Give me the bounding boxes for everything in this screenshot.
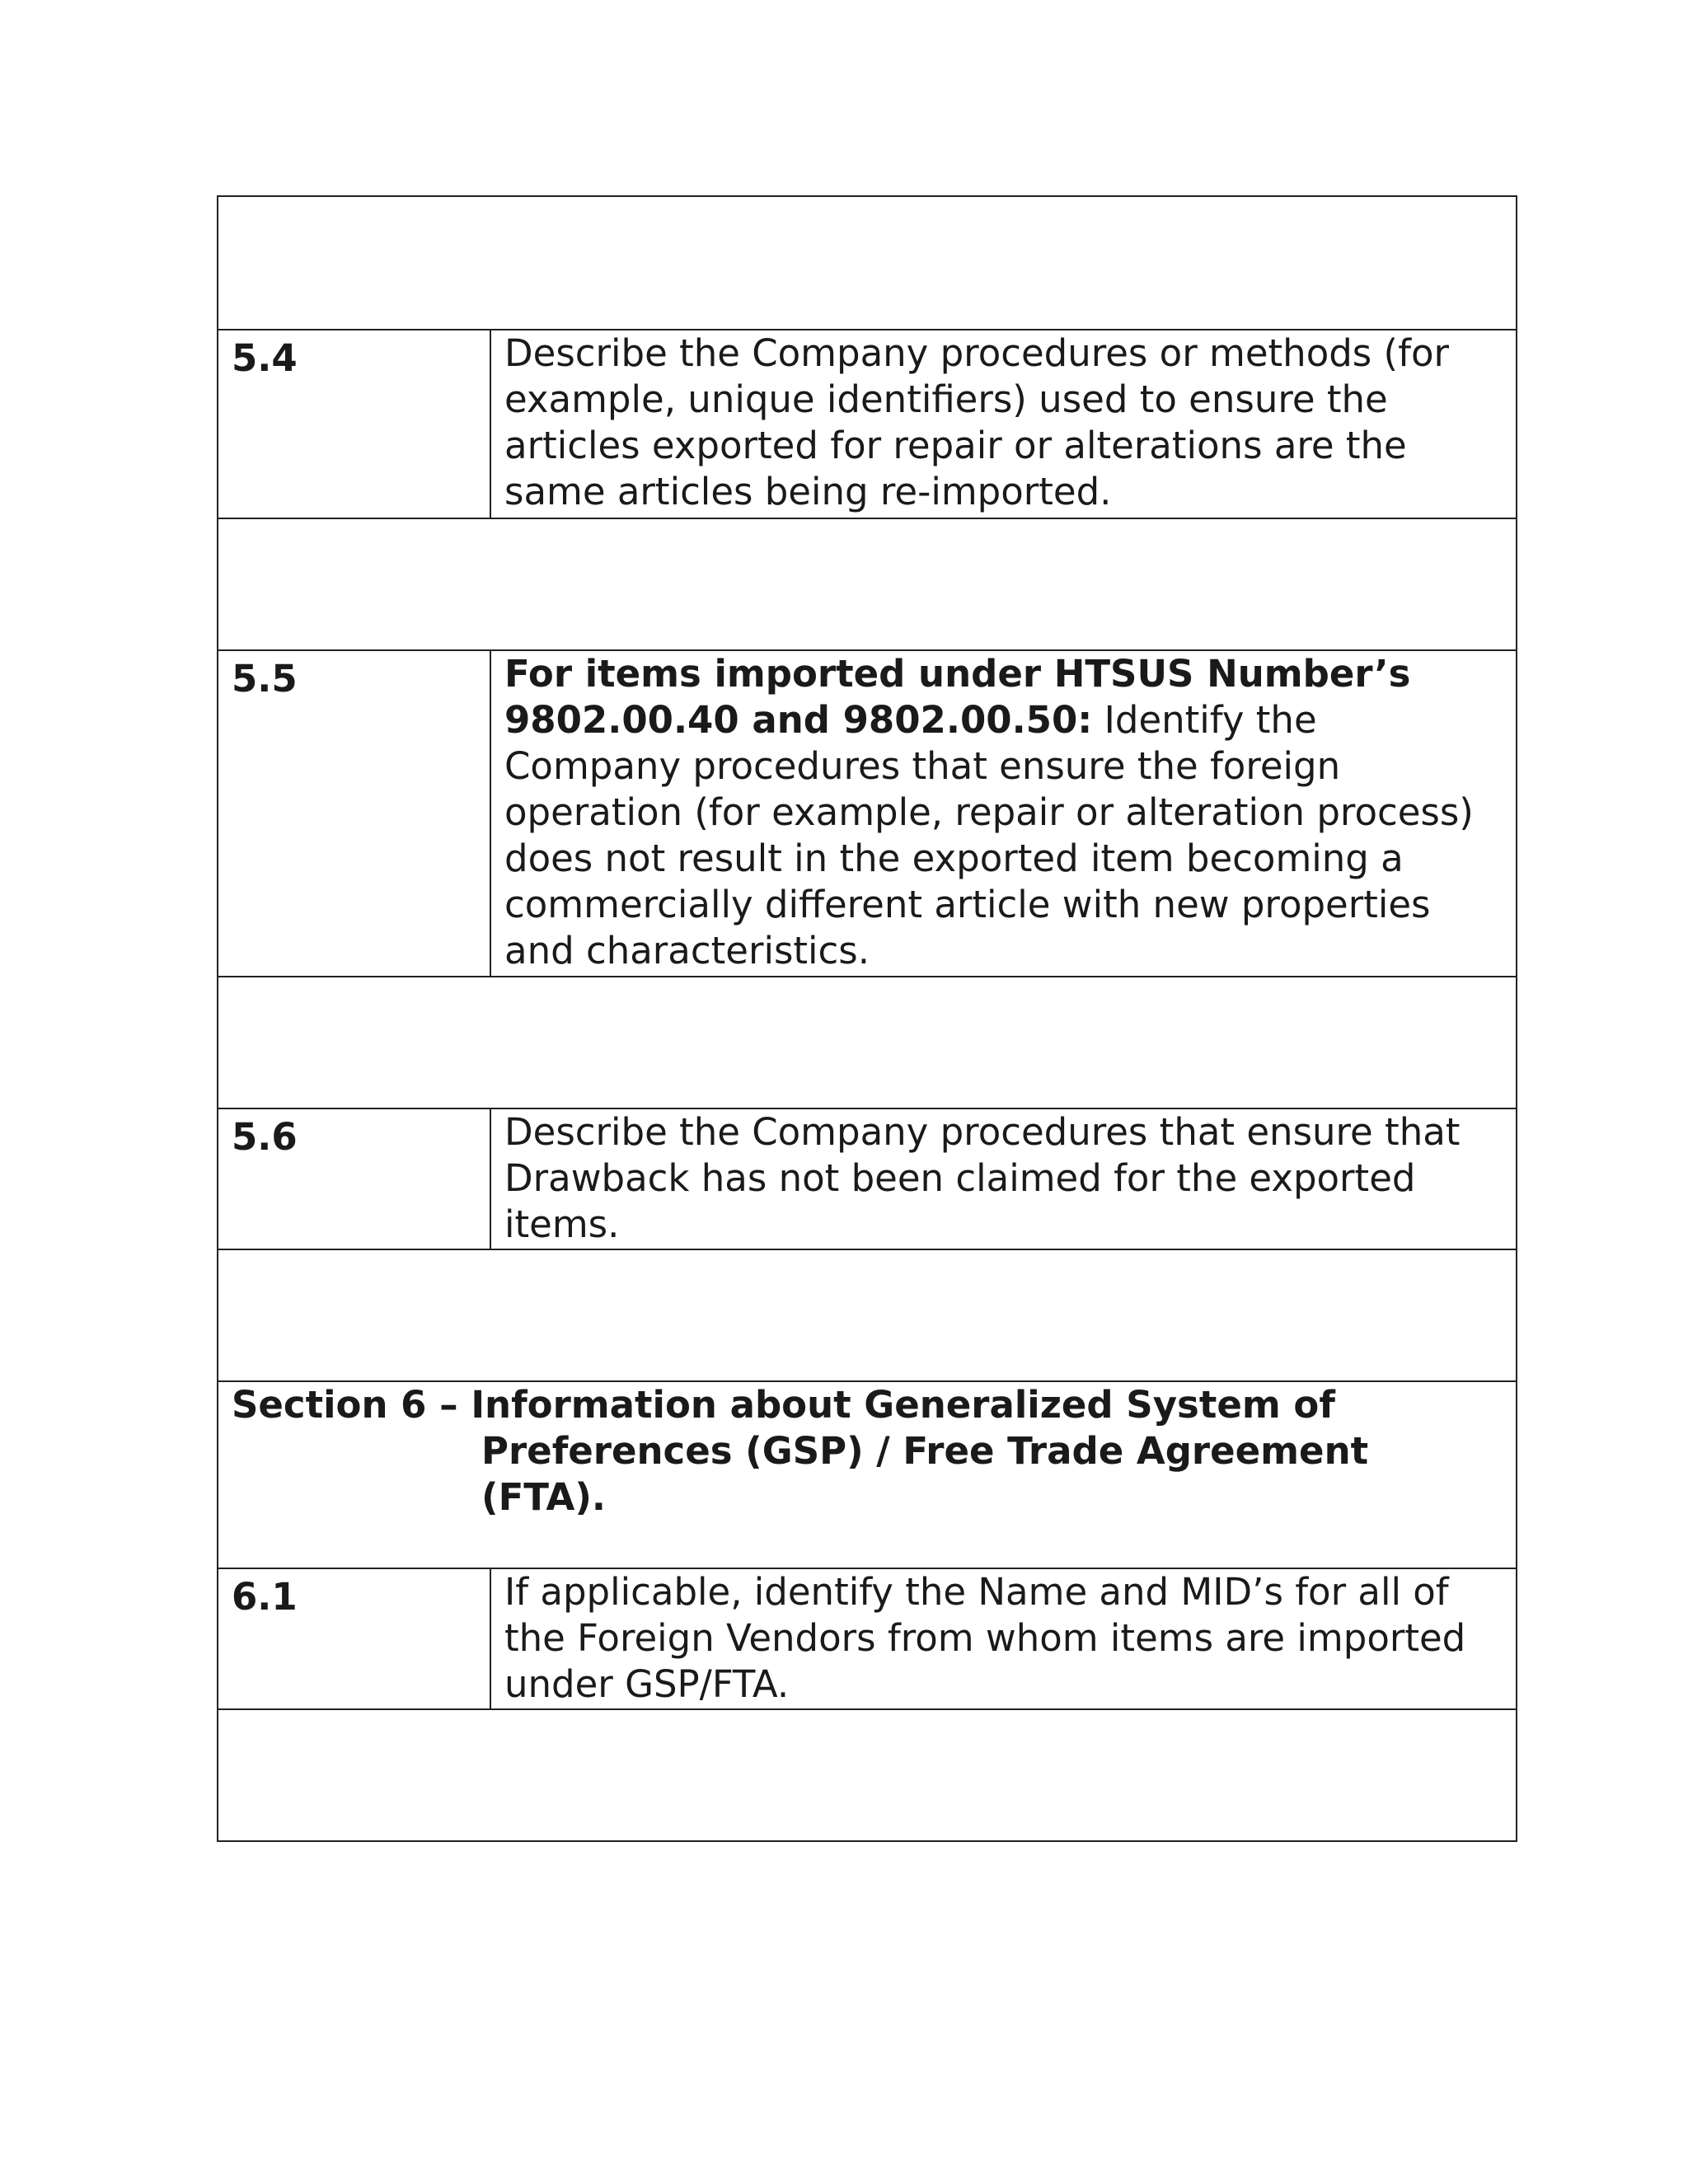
question-text — [491, 651, 1516, 976]
question-number: 6.1 — [218, 1569, 491, 1708]
question-row-6-1 — [218, 1568, 1516, 1708]
section-heading-line-1 — [232, 1382, 1503, 1428]
question-bold-lead: For items imported under HTSUS Number’s 9802.00.40 and 9802.00.50: — [504, 652, 1411, 742]
question-text: Describe the Company procedures or methods (for example, unique identifiers) used to ensure the articles exported for repair or alterations are the same articles being re-imported. — [504, 331, 1449, 513]
question-body: Identify the Company procedures that ensure the foreign operation (for example, repair or alteration process) does not result in the exported item becoming a commercially different article with new properties and characteristics. — [504, 698, 1474, 972]
section-6-heading — [218, 1380, 1516, 1568]
question-row-5-6 — [218, 1108, 1516, 1249]
blank-answer-row[interactable] — [218, 1708, 1516, 1840]
question-text: Describe the Company procedures that ensure that Drawback has not been claimed for the exported items. — [504, 1110, 1461, 1246]
question-number: 5.6 — [218, 1109, 491, 1249]
question-number: 5.5 — [218, 651, 491, 976]
section-heading-line-2: Preferences (GSP) / Free Trade Agreement — [481, 1429, 1369, 1473]
blank-answer-row[interactable] — [218, 518, 1516, 649]
question-text: If applicable, identify the Name and MID’s for all of the Foreign Vendors from whom items are imported under GSP/FTA. — [504, 1570, 1466, 1706]
section-label: Section 6 – — [232, 1383, 471, 1427]
blank-answer-row[interactable] — [218, 1249, 1516, 1380]
question-number: 5.4 — [218, 330, 491, 518]
question-row-5-4 — [218, 329, 1516, 518]
blank-answer-row[interactable] — [218, 976, 1516, 1108]
form-table — [217, 195, 1517, 1842]
question-row-5-5 — [218, 649, 1516, 976]
section-title-part: Information about Generalized System of — [471, 1383, 1335, 1427]
section-heading-line-3: (FTA). — [481, 1475, 606, 1519]
blank-answer-row[interactable] — [218, 197, 1516, 329]
